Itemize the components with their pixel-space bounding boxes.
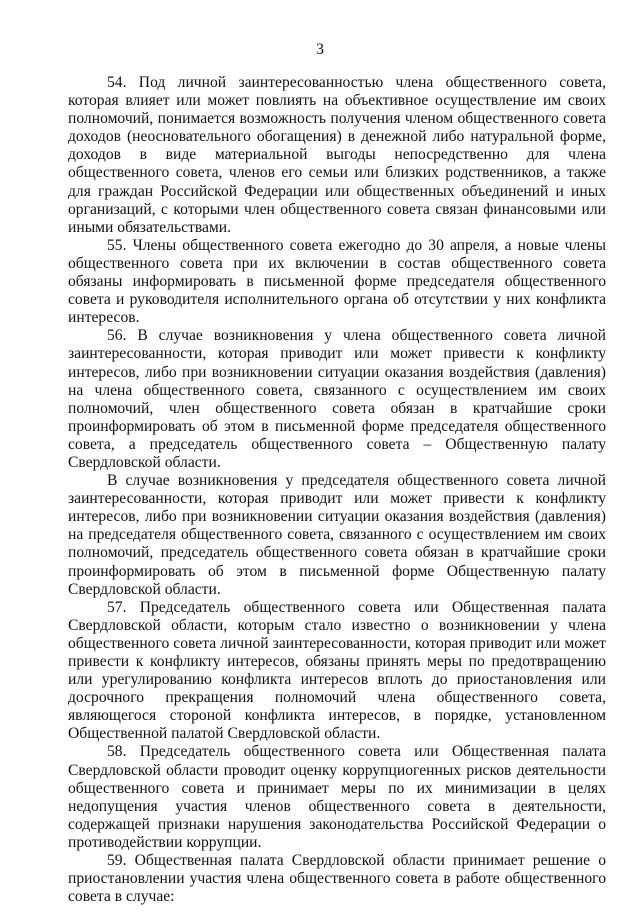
page-number: 3 bbox=[316, 41, 324, 58]
paragraph-56-continued: В случае возникновения у председателя общественного совета личной заинтересованности, которая приводит или может привести к конфликту интересов, либо при возникновении ситуации оказания воздействия (давления) на председателя общественного совета, связанного с осуществлением им своих полномочий, председатель общественного совета обязан в кратчайшие сроки проинформировать об этом в письменной форме Общественную палату Свердловской области. bbox=[68, 472, 606, 598]
paragraph-57: 57. Председатель общественного совета или Общественная палата Свердловской области, которым стало известно о возникновении у члена общественного совета личной заинтересованности, которая приводит или может привести к конфликту интересов, обязаны принять меры по предотвращению или урегулированию конфликта интересов вплоть до приостановления или досрочного прекращения полномочий члена общественного совета, являющегося стороной конфликта интересов, в порядке, установленном Общественной палатой Свердловской области. bbox=[68, 598, 606, 743]
paragraph-59: 59. Общественная палата Свердловской области принимает решение о приостановлении участия члена общественного совета в работе общественного совета в случае: bbox=[68, 852, 606, 906]
paragraph-55: 55. Члены общественного совета ежегодно до 30 апреля, а новые члены общественного совета при их включении в состав общественного совета обязаны информировать в письменной форме председателя общественного совета и руководителя исполнительного органа об отсутствии у них конфликта интересов. bbox=[68, 236, 606, 327]
paragraph-54: 54. Под личной заинтересованностью члена общественного совета, которая влияет или может повлиять на объективное осуществление им своих полномочий, понимается возможность получения членом общественного совета доходов (неосновательного обогащения) в денежной либо натуральной форме, доходов в виде материальной выгоды непосредственно для члена общественного совета, членов его семьи или близких родственников, а также для граждан Российской Федерации или общественных объединений и иных организаций, с которыми член общественного совета связан финансовыми или иными обязательствами. bbox=[68, 74, 606, 236]
paragraph-58: 58. Председатель общественного совета или Общественная палата Свердловской области проводит оценку коррупциогенных рисков деятельности общественного совета и принимает меры по их минимизации в целях недопущения участия членов общественного совета в деятельности, содержащей признаки нарушения законодательства Российской Федерации о противодействии коррупции. bbox=[68, 743, 606, 851]
paragraph-56: 56. В случае возникновения у члена общественного совета личной заинтересованности, которая приводит или может привести к конфликту интересов, либо при возникновении ситуации оказания воздействия (давления) на члена общественного совета, связанного с осуществлением им своих полномочий, член общественного совета обязан в кратчайшие сроки проинформировать об этом в письменной форме председателя общественного совета, а председатель общественного совета – Общественную палату Свердловской области. bbox=[68, 327, 606, 471]
document-body bbox=[68, 74, 606, 906]
